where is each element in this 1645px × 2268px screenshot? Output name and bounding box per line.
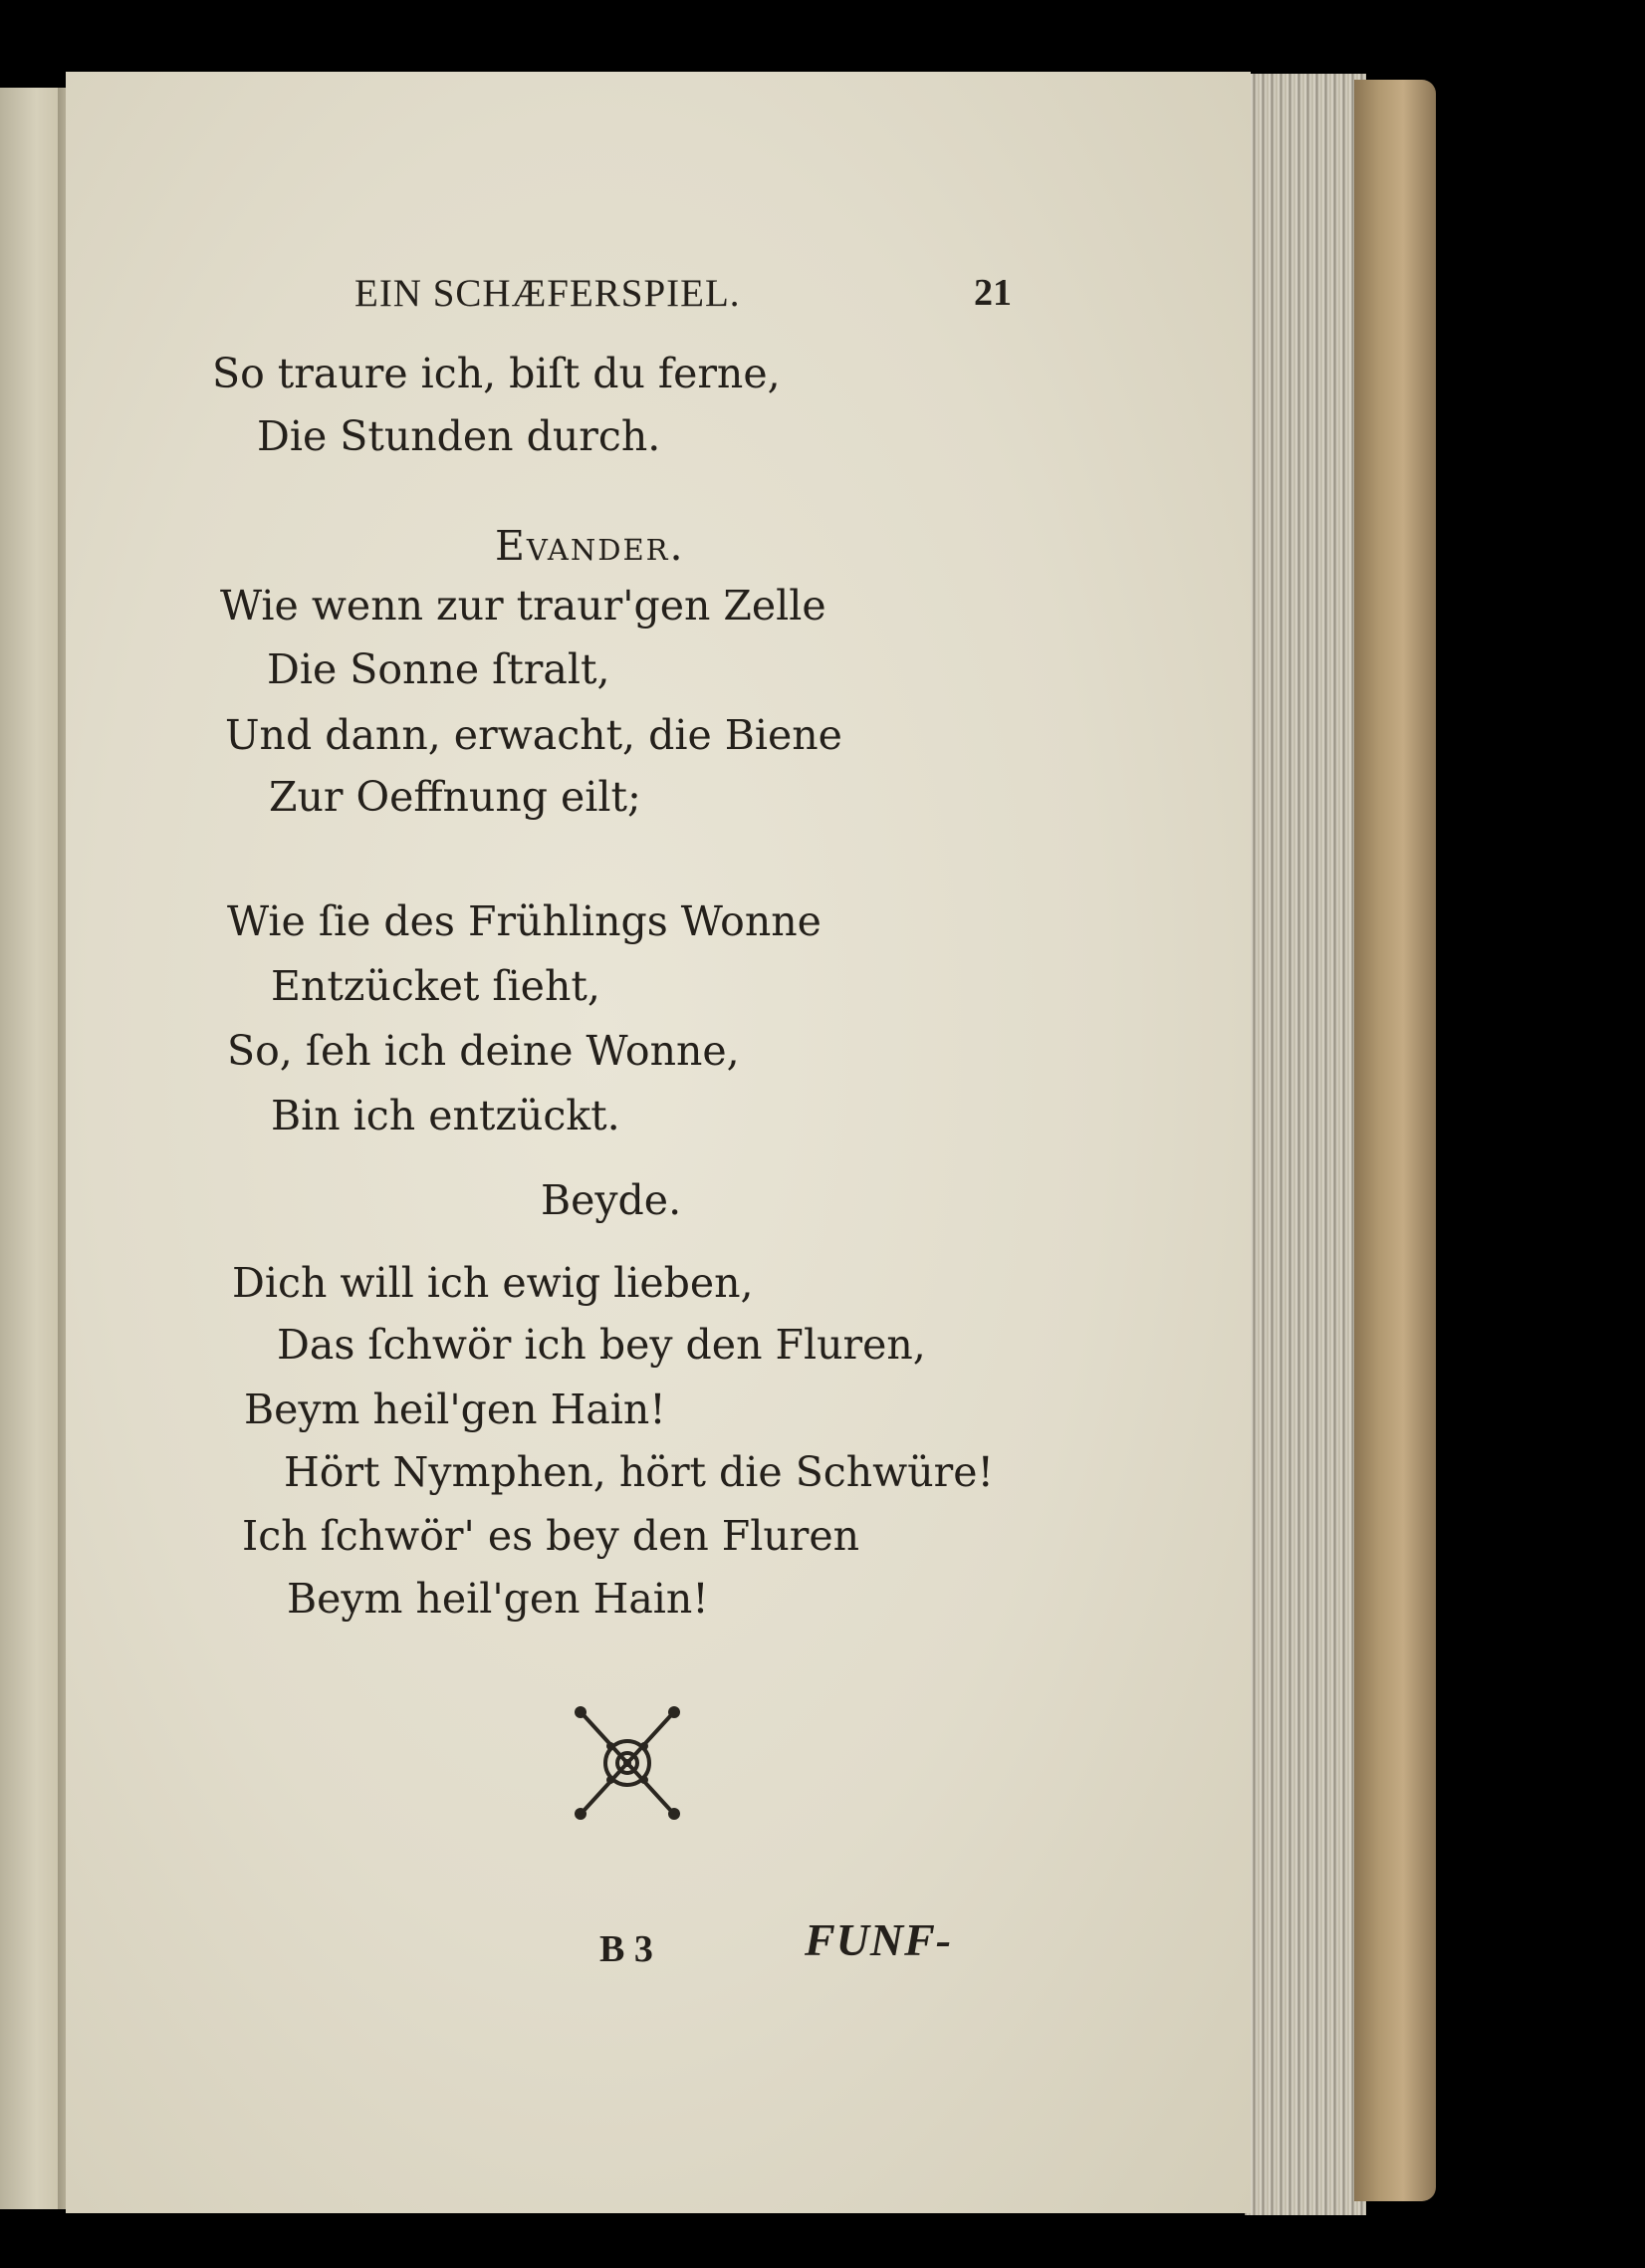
verse-line: So, ſeh ich deine Wonne, bbox=[227, 1027, 740, 1075]
catchword: FUNF- bbox=[805, 1914, 953, 1965]
page-number: 21 bbox=[974, 272, 1012, 314]
book-cover-edge bbox=[1354, 80, 1436, 2201]
verse-line: Dich will ich ewig lieben, bbox=[232, 1259, 754, 1307]
verse-line: Hört Nymphen, hört die Schwüre! bbox=[284, 1448, 994, 1496]
verse-line: Bin ich entzückt. bbox=[271, 1092, 620, 1139]
verse-line: Die Sonne ſtralt, bbox=[267, 645, 610, 693]
previous-page-edge bbox=[0, 88, 66, 2209]
verse-line: So traure ich, biſt du ferne, bbox=[212, 350, 781, 397]
printers-ornament bbox=[563, 1698, 692, 1828]
verse-line: Ich ſchwör' es bey den Fluren bbox=[242, 1512, 860, 1560]
speaker-heading: Evander. bbox=[495, 522, 685, 570]
verse-line: Das ſchwör ich bey den Fluren, bbox=[277, 1321, 926, 1369]
verse-line: Und dann, erwacht, die Biene bbox=[225, 711, 842, 759]
verse-line: Die Stunden durch. bbox=[257, 412, 661, 460]
verse-line: Entzücket ſieht, bbox=[271, 962, 600, 1010]
verse-line: Wie wenn zur traur'gen Zelle bbox=[220, 582, 826, 630]
signature-mark: B 3 bbox=[599, 1928, 653, 1970]
speaker-heading: Beyde. bbox=[541, 1176, 682, 1224]
page-block-edge bbox=[1245, 74, 1366, 2215]
verse-line: Beym heil'gen Hain! bbox=[244, 1386, 666, 1433]
running-head: EIN SCHÆFERSPIEL. bbox=[354, 272, 741, 315]
verse-line: Wie ſie des Frühlings Wonne bbox=[227, 897, 822, 945]
verse-line: Zur Oeffnung eilt; bbox=[269, 773, 641, 821]
verse-line: Beym heil'gen Hain! bbox=[287, 1575, 709, 1623]
